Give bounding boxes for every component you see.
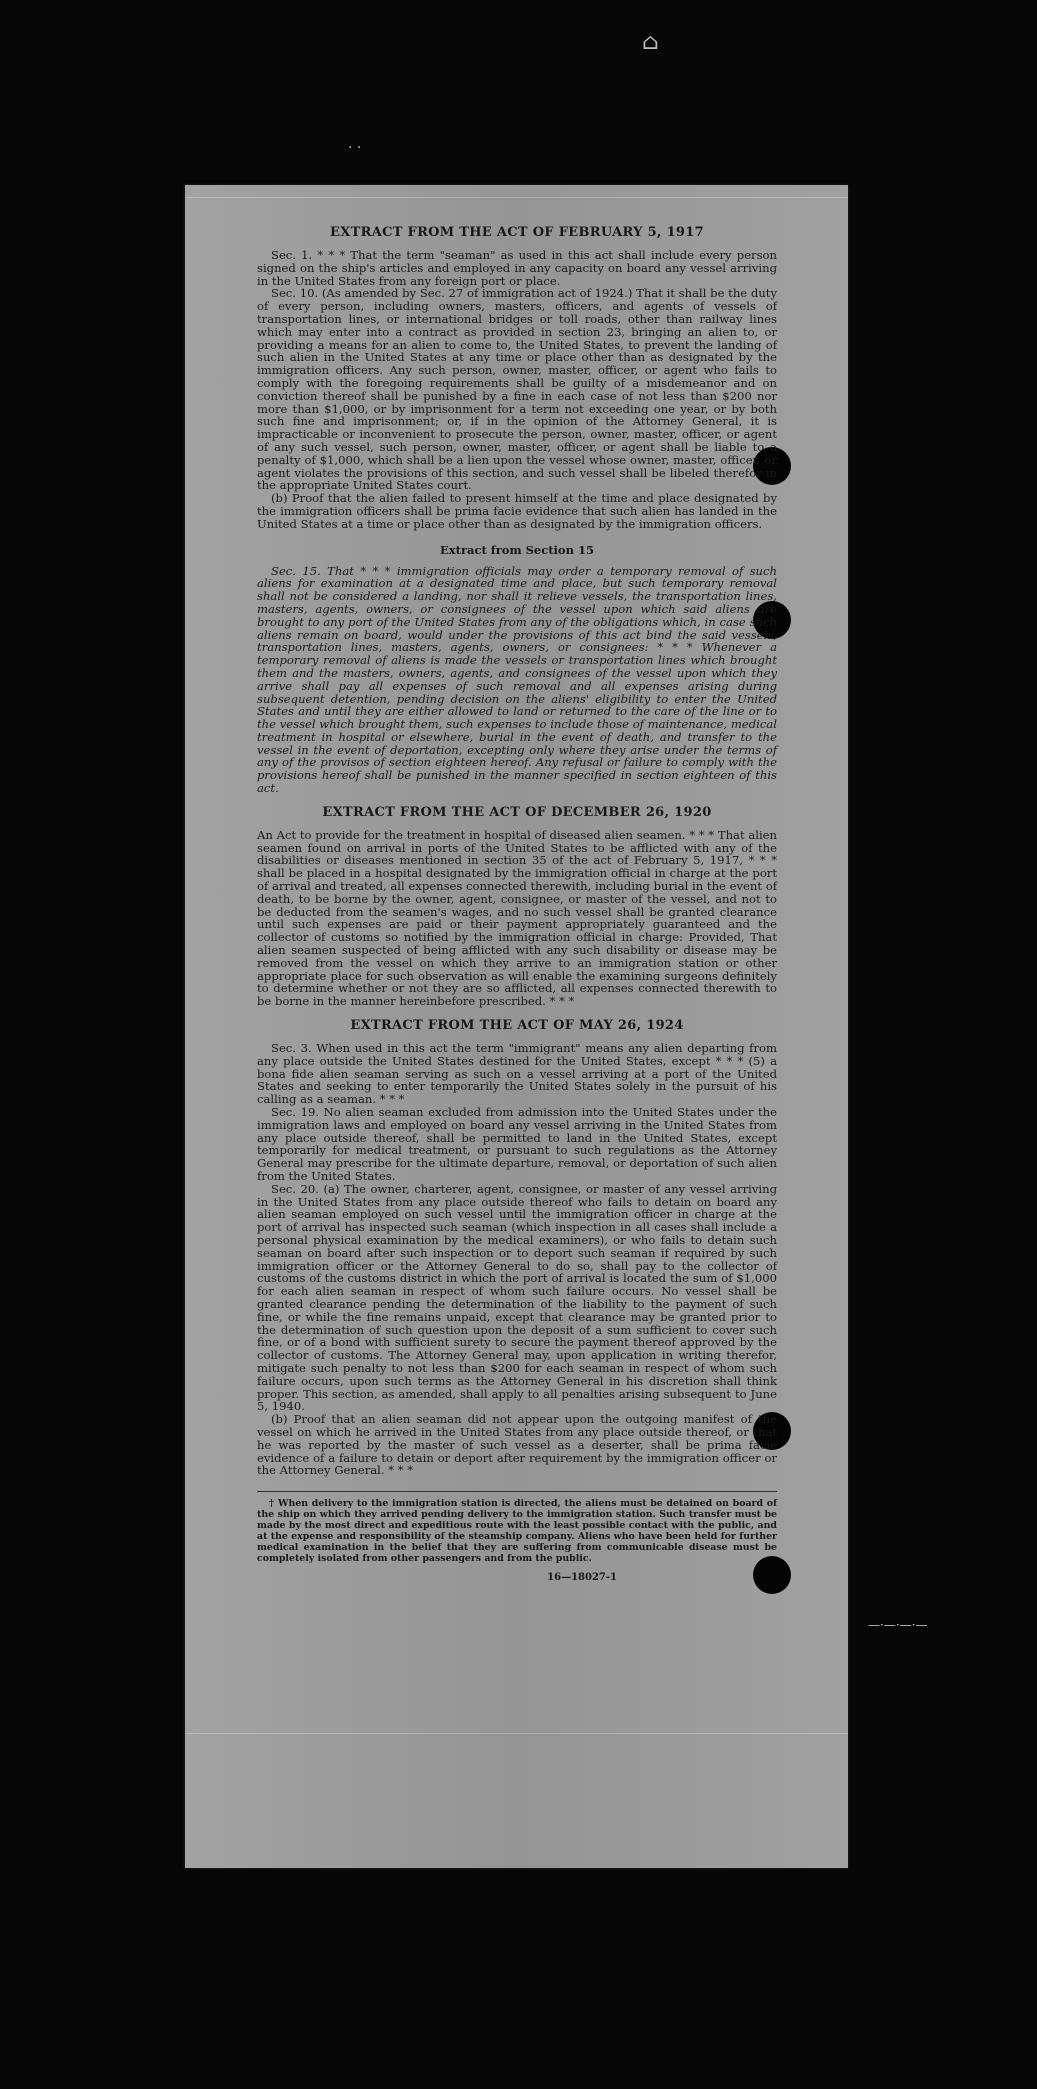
section-paragraph: Sec. 20. (a) The owner, charterer, agent, consignee, or master of any vessel arriving in the United States from any place outside thereof who fails to detain on board any alien seaman employed on such vessel until the immigration officer in charge at the port of arrival has inspected such seaman (which inspection in all cases shall include a personal physical examination by the medical examiners), or who fails to detain such seaman on board after such inspection or to deport such seaman if required by such immigration officer or the Attorney General to do so, shall pay to the collector of customs of the customs district in which the port of arrival is located the sum of $1,000 for each alien seaman in respect of whom such failure occurs. No vessel shall be granted clearance pending the determination of the liability to the payment of such fine, or while the fine remains unpaid, except that clearance may be granted prior to the determination of such question upon the deposit of a sum sufficient to cover such fine, or of a bond with sufficient surety to secure the payment thereof approved by the collector of customs. The Attorney General may, upon application in writing therefor, mitigate such penalty to not less than $200 for each seaman in respect of whom such failure occurs, upon such terms as the Attorney General in his discretion shall think proper. This section, as amended, shall apply to all penalties arising subsequent to June 5, 1940. [257, 1181, 777, 1414]
scan-dust-mark: ⌂ [642, 30, 659, 55]
form-number: 16—18027-1 [547, 1572, 617, 1584]
paper-crease [185, 1733, 848, 1734]
scanned-page [185, 185, 848, 1868]
scan-dust-mark: · · [348, 140, 362, 156]
section-subheading: Extract from Section 15 [440, 542, 594, 557]
section-paragraph: Sec. 3. When used in this act the term "immigrant" means any alien departing from any place outside the United States destined for the United States, except * * * (5) a bona fide alien seaman serving as such on a vessel arriving at a port of the United States and seeking to enter temporarily the United States solely in the pursuit of his calling as a seaman. * * * [257, 1041, 777, 1107]
section-paragraph: (b) Proof that the alien failed to present himself at the time and place designated by the immigration officers shall be prima facie evidence that such alien has landed in the United States at a time or place other than as designated by the immigration officers. [257, 491, 777, 531]
footnote-divider [257, 1491, 777, 1492]
document-text [257, 225, 777, 1583]
footnote: † When delivery to the immigration station is directed, the aliens must be detained on board of the ship on which they arrived pending delivery to the immigration station. Such transfer must be made by the most direct and expeditious route with the least possible contact with the public, and at the expense and responsibility of the steamship company. Aliens who have been held for further medical examination in the belief that they are suffering from communicable disease must be completely isolated from other passengers and from the public. [257, 1498, 777, 1565]
scan-edge-mark: —·—·—·— [868, 1618, 928, 1632]
section-heading: EXTRACT FROM THE ACT OF DECEMBER 26, 1920 [322, 804, 712, 820]
section-heading: EXTRACT FROM THE ACT OF MAY 26, 1924 [350, 1018, 684, 1034]
paper-crease [185, 197, 848, 198]
section-paragraph: Sec. 19. No alien seaman excluded from admission into the United States under the immigration laws and employed on board any vessel arriving in the United States from any place outside thereof, shall be permitted to land in the United States, except temporarily for medical treatment, or pursuant to such regulations as the Attorney General may prescribe for the ultimate departure, removal, or deportation of such alien from the United States. [257, 1105, 777, 1183]
section-paragraph: An Act to provide for the treatment in hospital of diseased alien seamen. * * * That alien seamen found on arrival in ports of the United States to be afflicted with any of the disabilities or diseases mentioned in section 35 of the act of February 5, 1917, * * * shall be placed in a hospital designated by the immigration official in charge at the port of arrival and treated, all expenses connected therewith, including burial in the event of death, to be borne by the owner, agent, consignee, or master of the vessel, and not to be deducted from the seamen's wages, and no such vessel shall be granted clearance until such expenses are paid or their payment appropriately guaranteed and the collector of customs so notified by the immigration official in charge: Provided, That alien seamen suspected of being afflicted with any such disability or disease may be removed from the vessel on which they arrive to an immigration station or other appropriate place for such observation as will enable the examining surgeons definitely to determine whether or not they are so afflicted, all expenses connected therewith to be borne in the manner hereinbefore prescribed. * * * [257, 827, 777, 1009]
section-paragraph: Sec. 10. (As amended by Sec. 27 of immigration act of 1924.) That it shall be the duty of every person, including owners, masters, officers, and agents of vessels of transportation lines, or international bridges or toll roads, other than railway lines which may enter into a contract as provided in section 23, bringing an alien to, or providing a means for an alien to come to, the United States, to prevent the landing of such alien in the United States at any time or place other than as designated by the immigration officers. Any such person, owner, master, officer, or agent who fails to comply with the foregoing requirements shall be guilty of a misdemeanor and on conviction thereof shall be punished by a fine in each case of not less than $200 nor more than $1,000, or by imprisonment for a term not exceeding one year, or by both such fine and imprisonment; or, if in the opinion of the Attorney General, it is impracticable or inconvenient to prosecute the person, owner, master, officer, or agent of any such vessel, such person, owner, master, officer, or agent shall be liable to a penalty of $1,000, which shall be a lien upon the vessel whose owner, master, officer, or agent violates the provisions of this section, and such vessel shall be libeled therefor in the appropriate United States court. [257, 286, 777, 493]
section-paragraph: Sec. 1. * * * That the term "seaman" as used in this act shall include every person signed on the ship's articles and employed in any capacity on board any vessel arriving in the United States from any foreign port or place. [257, 248, 777, 288]
section-paragraph: (b) Proof that an alien seaman did not appear upon the outgoing manifest of the vessel on which he arrived in the United States from any place outside thereof, or that he was reported by the master of such vessel as a deserter, shall be prima facie evidence of a failure to detain or deport after requirement by the immigration officer or the Attorney General. * * * [257, 1412, 777, 1478]
section-paragraph: Sec. 15. That * * * immigration officials may order a temporary removal of such aliens for examination at a designated time and place, but such temporary removal shall not be considered a landing, nor shall it relieve vessels, the transportation lines, masters, agents, owners, or consignees of the vessel upon which said aliens are brought to any port of the United States from any of the obligations which, in case such aliens remain on board, would under the provisions of this act bind the said vessels, transportation lines, masters, agents, owners, or consignees: * * * Whenever a temporary removal of aliens is made the vessels or transportation lines which brought them and the masters, owners, agents, and consignees of the vessel upon which they arrive shall pay all expenses of such removal and all expenses arising during subsequent detention, pending decision on the aliens' eligibility to enter the United States and until they are either allowed to land or returned to the care of the line or to the vessel which brought them, such expenses to include those of maintenance, medical treatment in hospital or elsewhere, burial in the event of death, and transfer to the vessel in the event of deportation, excepting only where they arise under the terms of any of the provisos of section eighteen hereof. Any refusal or failure to comply with the provisions hereof shall be punished in the manner specified in section eighteen of this act. [257, 563, 777, 796]
section-heading: EXTRACT FROM THE ACT OF FEBRUARY 5, 1917 [330, 225, 704, 240]
